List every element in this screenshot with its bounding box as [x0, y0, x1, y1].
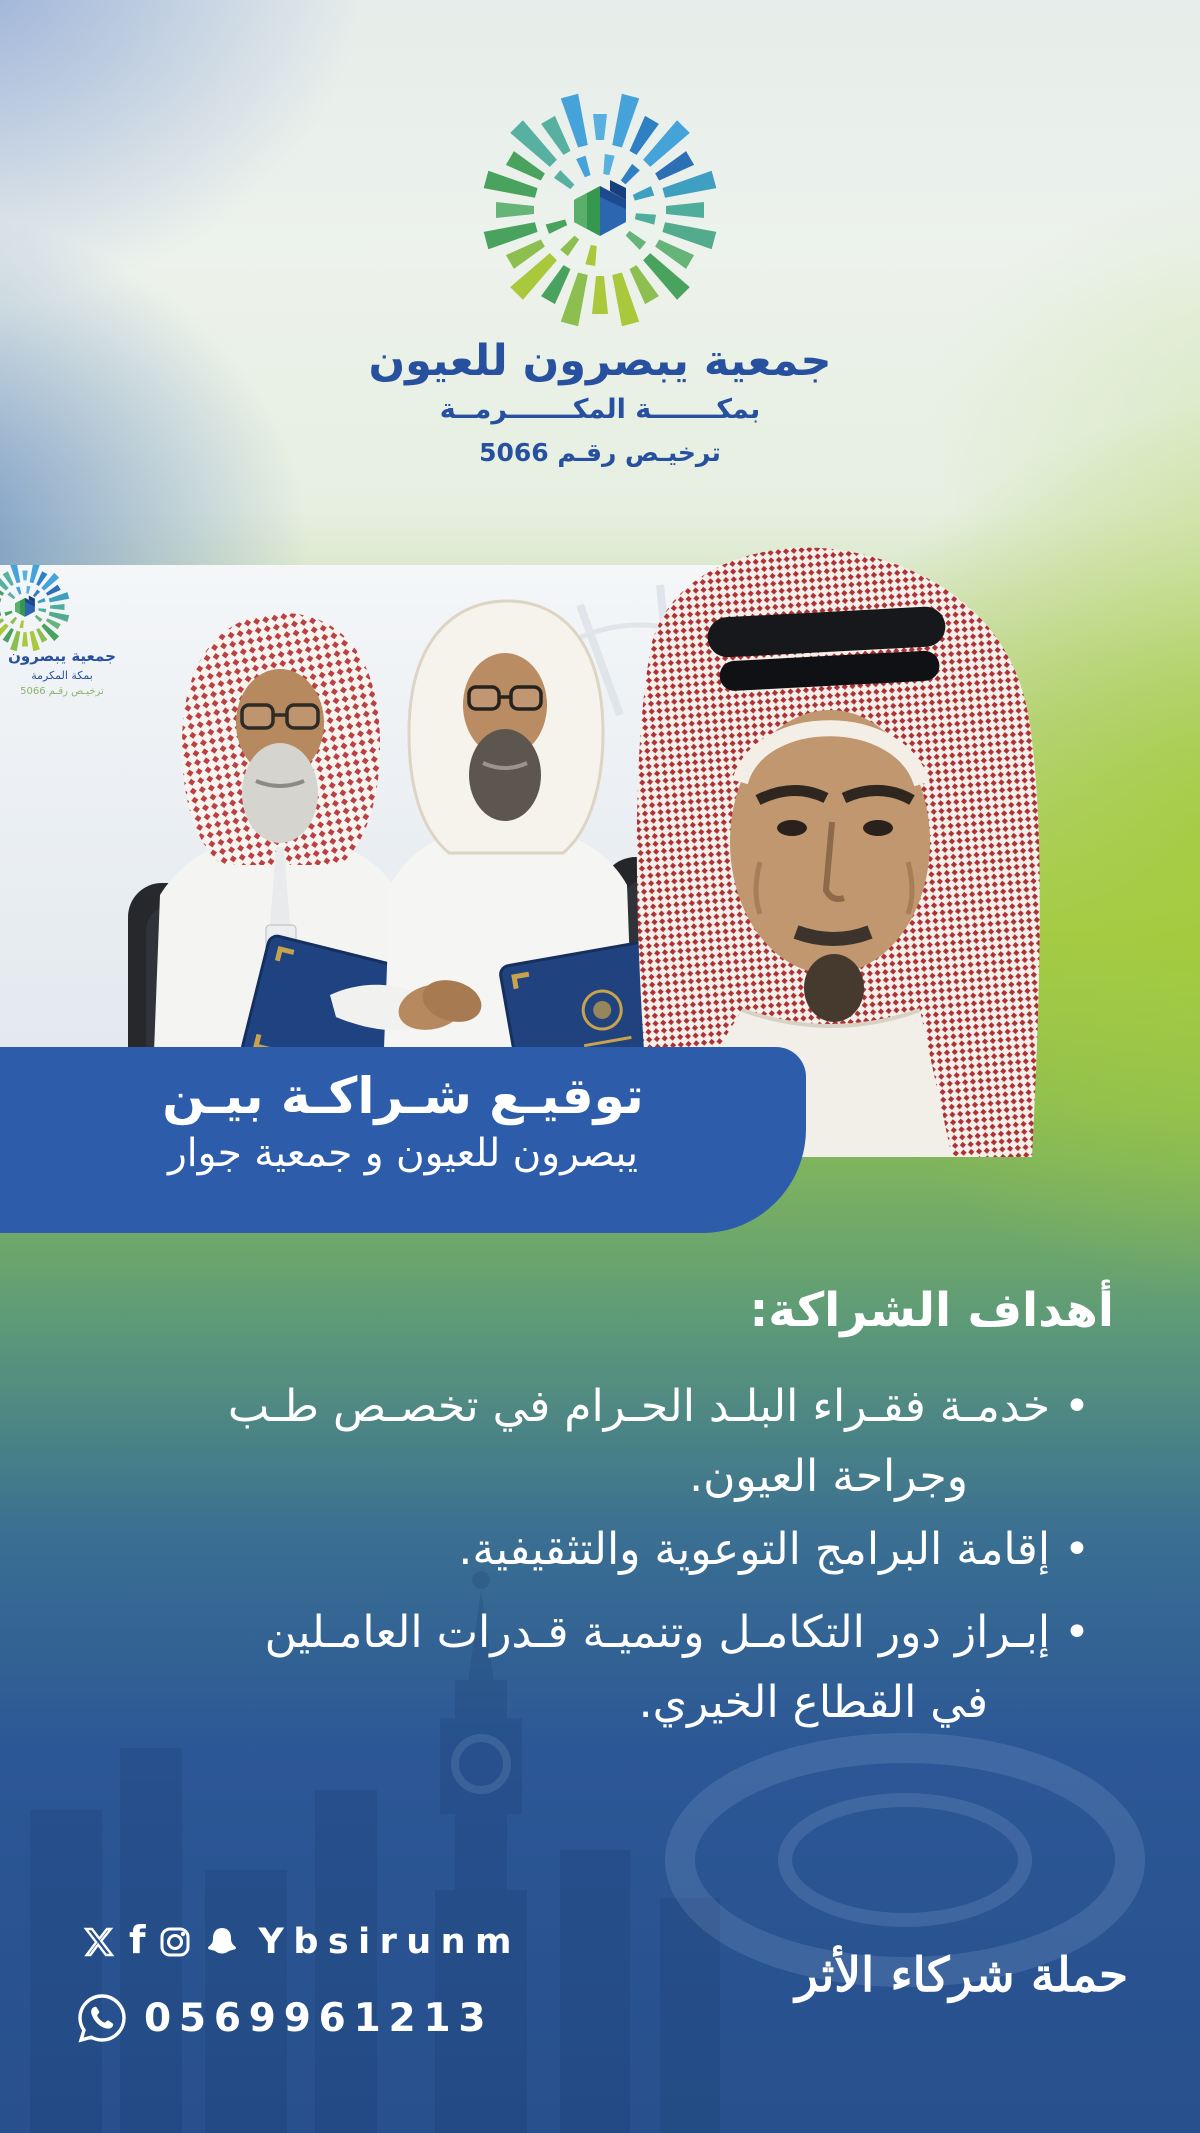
org-name: جمعية يبصرون للعيون	[368, 336, 832, 386]
instagram-icon[interactable]	[159, 1926, 191, 1958]
banner-title: توقيـع شـراكـة بيـن	[162, 1067, 644, 1125]
phone-bar	[76, 1992, 493, 2044]
phone-number[interactable]: 0569961213	[144, 1995, 494, 2041]
social-handle[interactable]: Ybsirunm	[258, 1922, 521, 1962]
objective-item-3-line-2: في القطاع الخيري.	[638, 1677, 988, 1728]
objectives-heading: أهداف الشراكة:	[749, 1283, 1114, 1338]
social-bar	[82, 1918, 521, 1962]
snapchat-icon[interactable]	[204, 1924, 240, 1960]
whatsapp-icon[interactable]	[76, 1992, 128, 2044]
association-logo	[478, 88, 722, 332]
watermark-license: ترخيـص رقـم 5066	[20, 686, 104, 697]
license-number: ترخيـص رقـم 5066	[479, 438, 721, 467]
objective-item-1-line-2: وجراحة العيون.	[689, 1451, 968, 1502]
beard	[469, 729, 541, 821]
objective-item-2: • إقامة البرامج التوعوية والتثقيفية.	[458, 1524, 1090, 1575]
org-city: بمكـــــــة المكـــــــرمــة	[439, 394, 761, 425]
watermark-name: جمعية يبصرون	[8, 647, 116, 665]
title-banner	[0, 1047, 806, 1233]
objective-item-1-line-1: • خدمـة فقـراء البلـد الحـرام في تخصـص طـب	[227, 1381, 1090, 1432]
campaign-signature: حملة شركاء الأثر	[795, 1948, 1128, 2003]
banner-subtitle: يبصرون للعيون و جمعية جوار	[167, 1131, 639, 1176]
objective-item-3-line-1: • إبـراز دور التكامـل وتنميـة قـدرات العامـلين	[264, 1607, 1090, 1658]
watermark-city: بمكة المكرمة	[31, 669, 93, 682]
facebook-icon[interactable]: f	[129, 1918, 146, 1962]
beard	[242, 743, 318, 843]
x-icon[interactable]	[82, 1925, 116, 1959]
